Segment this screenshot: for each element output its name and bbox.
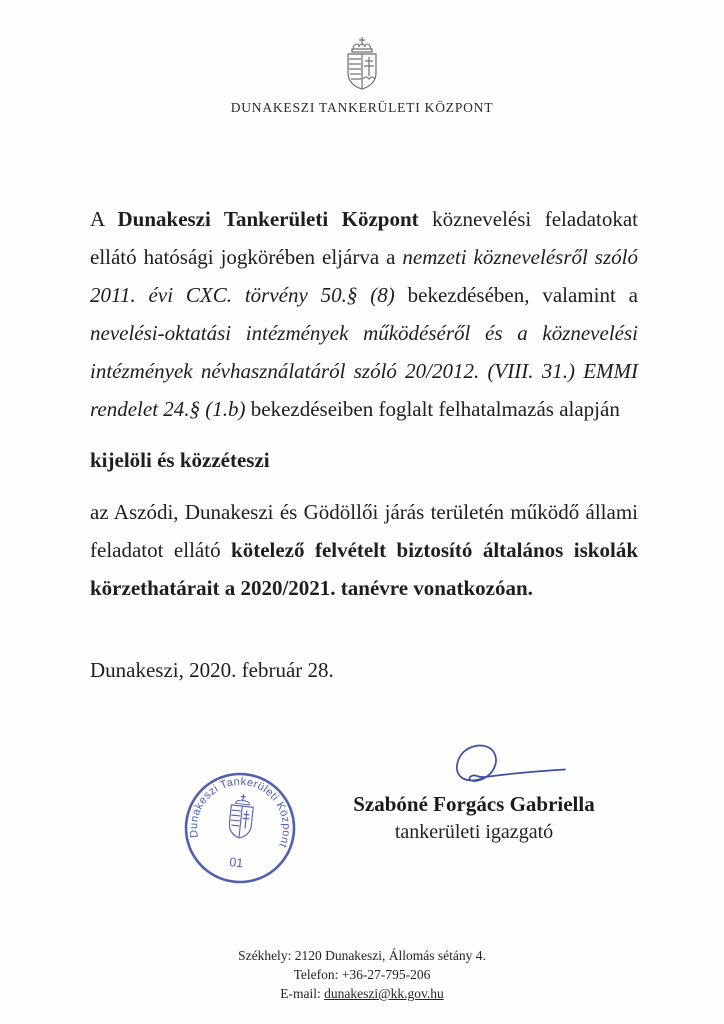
organization-name: DUNAKESZI TANKERÜLETI KÖZPONT (230, 100, 494, 115)
letterhead (0, 36, 724, 116)
signer-title: tankerületi igazgató (394, 821, 554, 843)
text-run: bekezdésében, valamint a (394, 283, 638, 307)
text-run-bold-org: Dunakeszi Tankerületi Központ (117, 207, 419, 231)
signature-block (345, 790, 603, 846)
email-link[interactable]: dunakeszi@kk.gov.hu (324, 986, 444, 1001)
footer-email-line (0, 984, 724, 1003)
text-run-decree-reference: nevelési-oktatási intézmények működéséről és a köznevelési intézmények névhasználatáról szóló 20/2012. (VIII. 31.) EMMI rendelet 24.§ (1.b) (90, 321, 638, 421)
text-run: köznevelési feladatokat ellátó hatósági jogkörében eljárva a (90, 207, 638, 269)
signer-name: Szabóné Forgács Gabriella (353, 792, 595, 816)
hungarian-coat-of-arms-icon (341, 36, 383, 90)
footer-email-label: E-mail: (280, 986, 325, 1001)
text-run: A (90, 207, 118, 231)
text-run-bold-subject: kötelező felvételt biztosító általános iskolák körzethatárait a 2020/2021. tanévre vonatkozóan. (90, 538, 638, 600)
footer-contact (0, 946, 724, 1003)
stamp-number: 01 (228, 855, 244, 871)
letter-body (90, 200, 638, 689)
handwritten-signature (445, 738, 570, 793)
footer-address: Székhely: 2120 Dunakeszi, Állomás sétány 4. (238, 948, 486, 963)
paragraph-designation (90, 493, 638, 607)
stamp-ring-text: Dunakeszi Tankerületi Központ (187, 775, 293, 850)
text-run: az Aszódi, Dunakeszi és Gödöllői járás területén működő állami feladatot ellátó (90, 500, 638, 562)
paragraph-legal-basis (90, 200, 638, 428)
stamp-coat-of-arms-icon (228, 793, 254, 839)
footer-phone: Telefon: +36-27-795-206 (293, 967, 431, 982)
text-run: bekezdéseiben foglalt felhatalmazás alapján (245, 397, 620, 421)
text-run-law-reference: nemzeti köznevelésről szóló 2011. évi CXC. törvény 50.§ (8) (90, 245, 638, 307)
date-line: Dunakeszi, 2020. február 28. (90, 658, 334, 682)
official-stamp (180, 768, 300, 888)
declaration-heading: kijelöli és közzéteszi (90, 448, 270, 472)
